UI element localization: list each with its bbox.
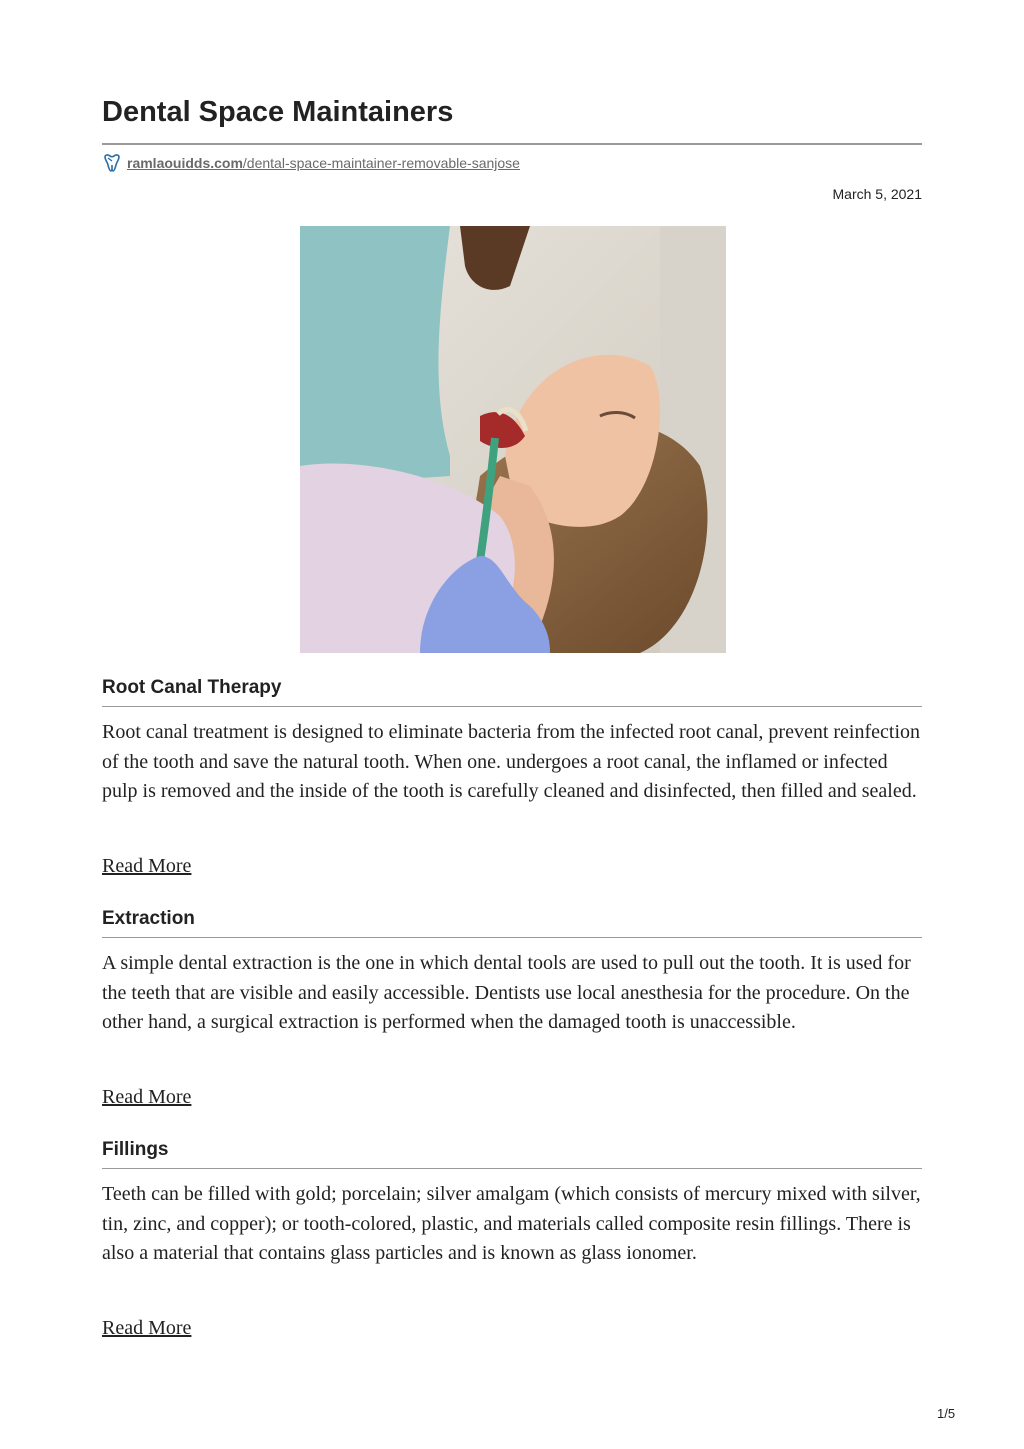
title-divider <box>102 143 922 145</box>
section-body-fillings: Teeth can be filled with gold; porcelain; silver amalgam (which consists of mercury mixed with silver, tin, zinc, and copper); or tooth-colored, plastic, and materials called composite resin fillings. There is also a material that contains glass particles and is known as glass ionomer. <box>102 1183 921 1264</box>
section-heading-root-canal: Root Canal Therapy <box>102 677 282 698</box>
section-body-extraction: A simple dental extraction is the one in which dental tools are used to pull out the tooth. It is used for the teeth that are visible and easily accessible. Dentists use local anesthesia for the procedure. On the other hand, a surgical extraction is performed when the damaged tooth is unaccessible. <box>102 952 911 1033</box>
read-more-link-extraction[interactable]: Read More <box>102 1086 192 1108</box>
source-path: /dental-space-maintainer-removable-sanjose <box>242 155 520 171</box>
publish-date: March 5, 2021 <box>832 186 922 202</box>
source-line <box>102 153 520 173</box>
section-divider <box>102 706 922 707</box>
page-title: Dental Space Maintainers <box>102 96 454 128</box>
read-more-link-fillings[interactable]: Read More <box>102 1317 192 1339</box>
section-heading-fillings: Fillings <box>102 1139 169 1160</box>
tooth-logo-icon <box>102 153 122 173</box>
source-link[interactable] <box>127 155 520 171</box>
section-body-root-canal: Root canal treatment is designed to eliminate bacteria from the infected root canal, prevent reinfection of the tooth and save the natural tooth. When one. undergoes a root canal, the inflamed or infected pulp is removed and the inside of the tooth is carefully cleaned and disinfected, then filled and sealed. <box>102 721 920 802</box>
section-divider <box>102 1168 922 1169</box>
section-heading-extraction: Extraction <box>102 908 195 929</box>
read-more-link-root-canal[interactable]: Read More <box>102 855 192 877</box>
section-divider <box>102 937 922 938</box>
page-number: 1/5 <box>937 1406 956 1421</box>
source-domain: ramlaouidds.com <box>127 155 243 171</box>
dental-patient-photo <box>300 226 726 653</box>
